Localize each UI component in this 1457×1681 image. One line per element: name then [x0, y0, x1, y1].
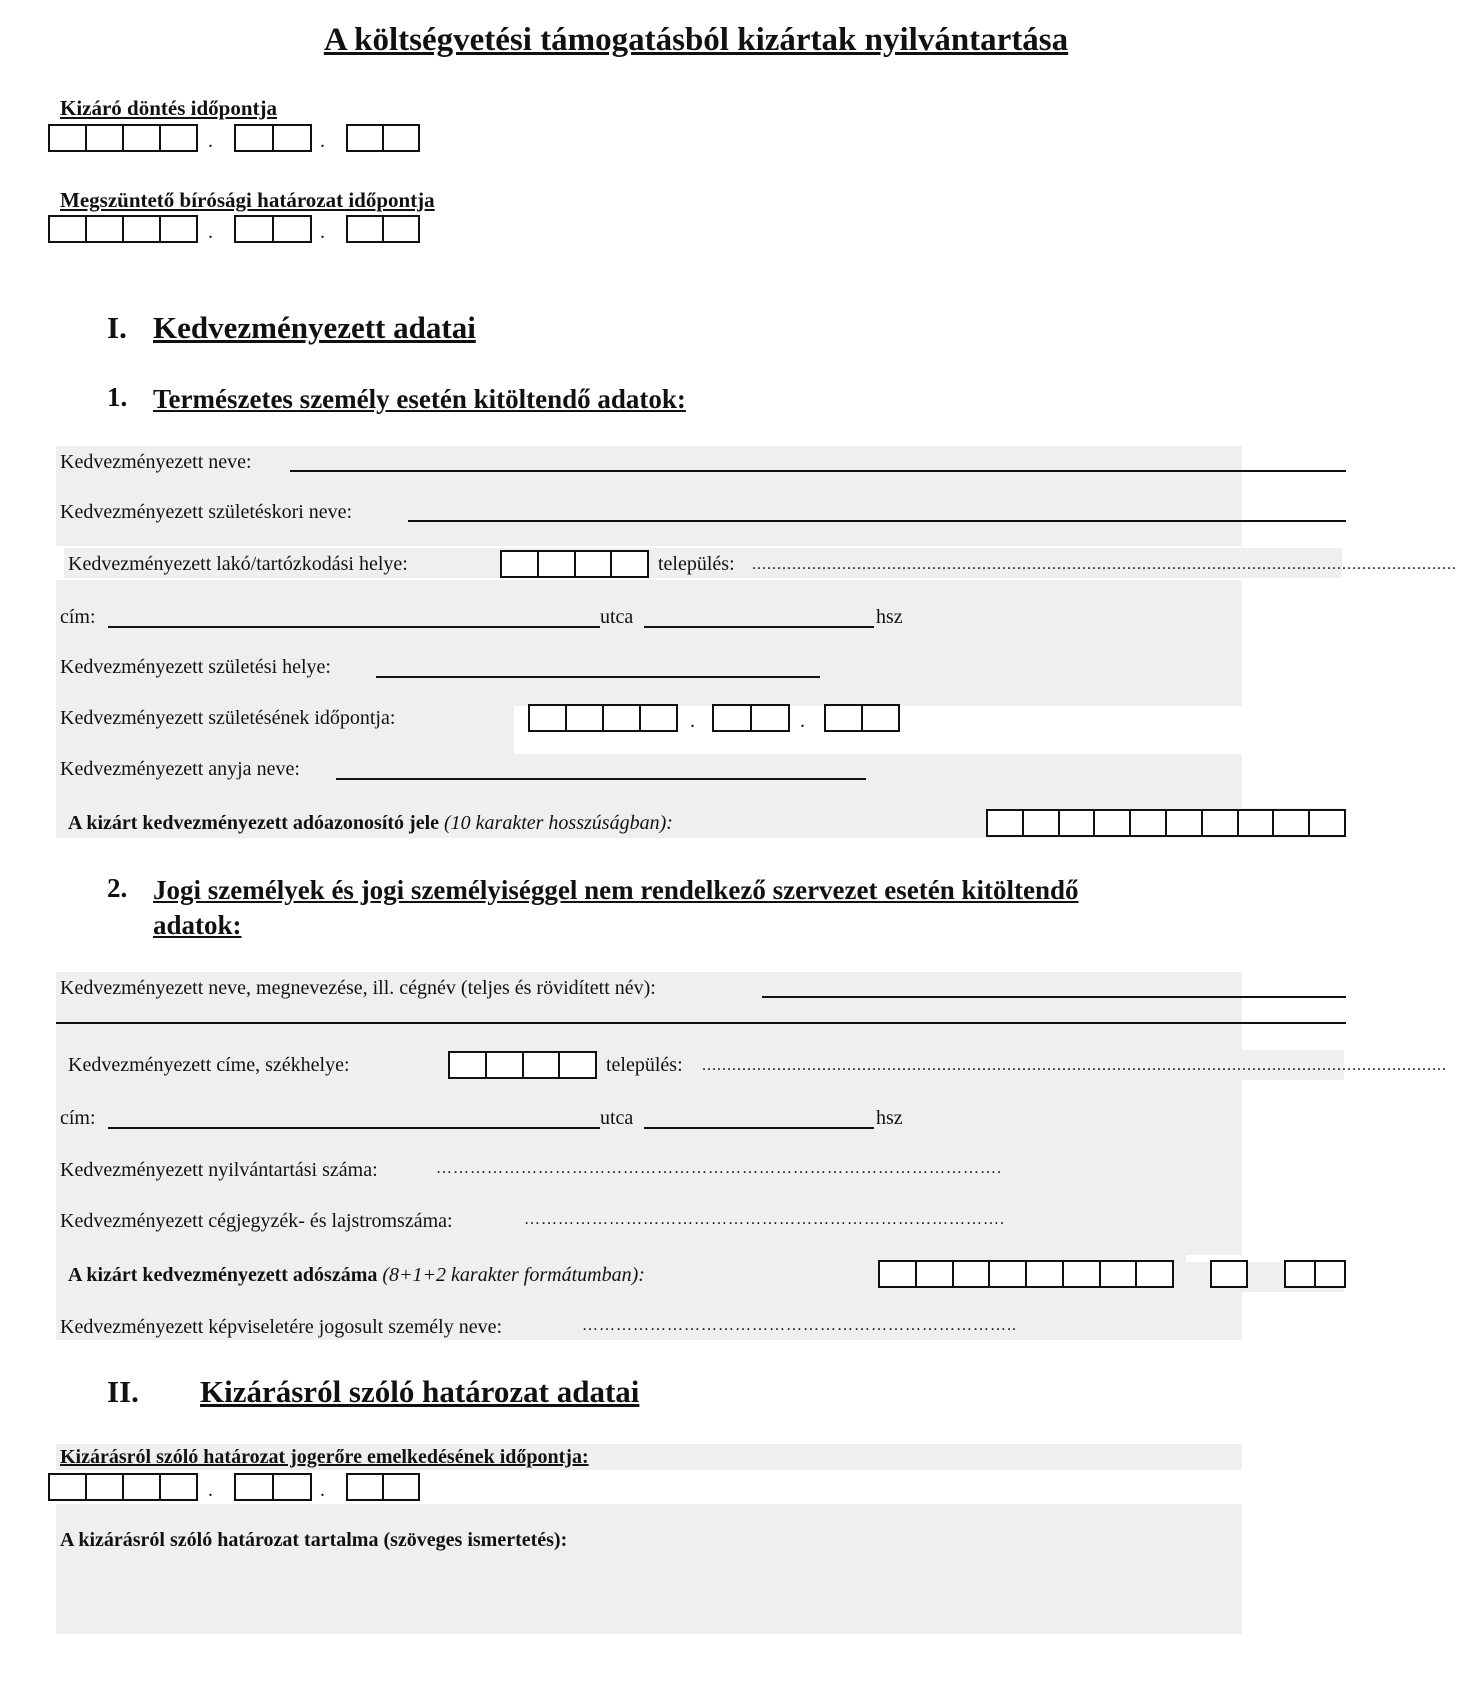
section-1-title: Kedvezményezett adatai — [153, 310, 476, 345]
entity-settlement-label: település: — [606, 1054, 683, 1076]
legal-force-date-label: Kizárásról szóló határozat jogerőre emelkedésének időpontja: — [60, 1446, 589, 1468]
representative-label: Kedvezményezett képviseletére jogosult személy neve: — [60, 1316, 503, 1338]
page-title: A költségvetési támogatásból kizártak nyilvántartása — [323, 22, 1069, 58]
month-boxes[interactable] — [234, 1473, 312, 1501]
beneficiary-name-label: Kedvezményezett neve: — [60, 451, 252, 473]
day-boxes[interactable] — [346, 124, 420, 152]
entity-settlement-dots[interactable]: ..................................................................................................................................................... — [702, 1057, 1447, 1074]
residence-label: Kedvezményezett lakó/tartózkodási helye: — [68, 553, 408, 575]
registration-number-label: Kedvezményezett nyilvántartási száma: — [60, 1159, 378, 1181]
exclusion-decision-date-field[interactable] — [48, 124, 420, 154]
month-boxes[interactable] — [234, 124, 312, 152]
birth-date-field[interactable] — [528, 704, 900, 734]
birth-name-line[interactable] — [408, 520, 1346, 522]
tax-number-vat-box[interactable] — [1210, 1260, 1248, 1288]
birth-date-label: Kedvezményezett születésének időpontja: — [60, 707, 396, 729]
subsection-1-title: Természetes személy esetén kitöltendő adatok: — [153, 384, 686, 414]
month-boxes[interactable] — [712, 704, 790, 732]
entity-street-label: utca — [600, 1107, 634, 1129]
date-separator: . — [208, 221, 213, 243]
entity-address-label: Kedvezményezett címe, székhelye: — [68, 1054, 350, 1076]
year-boxes[interactable] — [48, 124, 198, 152]
registration-number-dots[interactable]: ………………………………………………………………………………………. — [436, 1160, 1002, 1177]
date-separator: . — [690, 710, 695, 732]
mother-name-label: Kedvezményezett anyja neve: — [60, 758, 300, 780]
tax-id-boxes[interactable] — [986, 809, 1346, 837]
representative-dots[interactable]: ………………………………………………………………….. — [582, 1317, 1017, 1334]
tax-number-label: A kizárt kedvezményezett adószáma (8+1+2 karakter formátumban): — [68, 1264, 645, 1286]
entity-name-label: Kedvezményezett neve, megnevezése, ill. cégnév (teljes és rövidített név): — [60, 977, 656, 999]
entity-name-line-2[interactable] — [56, 1022, 1346, 1024]
day-boxes[interactable] — [824, 704, 900, 732]
date-separator: . — [320, 130, 325, 152]
subsection-2-title-line1: Jogi személyek és jogi személyiséggel nem rendelkező szervezet esetén kitöltendő — [153, 875, 1079, 905]
month-boxes[interactable] — [234, 215, 312, 243]
section-1-number: I. — [107, 310, 127, 345]
beneficiary-name-line[interactable] — [290, 470, 1346, 472]
residence-settlement-label: település: — [658, 553, 735, 575]
date-separator: . — [320, 1479, 325, 1501]
date-separator: . — [208, 130, 213, 152]
date-separator: . — [208, 1479, 213, 1501]
entity-address-line[interactable] — [108, 1127, 600, 1129]
decision-content-label: A kizárásról szóló határozat tartalma (szöveges ismertetés): — [60, 1529, 568, 1551]
company-register-dots[interactable]: …………………………………………………………………………. — [524, 1211, 1005, 1228]
tax-number-main-boxes[interactable] — [878, 1260, 1174, 1288]
day-boxes[interactable] — [346, 215, 420, 243]
house-number-label: hsz — [876, 606, 903, 628]
mother-name-line[interactable] — [336, 778, 866, 780]
residence-settlement-dots[interactable]: ............................................................................................................................................. — [752, 556, 1457, 573]
date-separator: . — [320, 221, 325, 243]
section-2-number: II. — [107, 1374, 139, 1409]
address-label: cím: — [60, 606, 96, 628]
date-separator: . — [800, 710, 805, 732]
entity-street-address-label: cím: — [60, 1107, 96, 1129]
street-line[interactable] — [644, 626, 874, 628]
year-boxes[interactable] — [48, 215, 198, 243]
subsection-2-number: 2. — [107, 873, 128, 903]
entity-name-line[interactable] — [762, 996, 1346, 998]
birth-place-label: Kedvezményezett születési helye: — [60, 656, 331, 678]
termination-ruling-date-label: Megszüntető bírósági határozat időpontja — [60, 188, 435, 212]
entity-street-line[interactable] — [644, 1127, 874, 1129]
company-register-label: Kedvezményezett cégjegyzék- és lajstromszáma: — [60, 1210, 453, 1232]
street-label: utca — [600, 606, 634, 628]
birth-name-label: Kedvezményezett születéskori neve: — [60, 501, 353, 523]
day-boxes[interactable] — [346, 1473, 420, 1501]
tax-number-county-boxes[interactable] — [1284, 1260, 1346, 1288]
subsection-2-title-line2: adatok: — [153, 910, 242, 940]
subsection-1-number: 1. — [107, 382, 128, 412]
residence-postcode-boxes[interactable] — [500, 550, 649, 578]
entity-postcode-boxes[interactable] — [448, 1051, 597, 1079]
entity-house-number-label: hsz — [876, 1107, 903, 1129]
legal-force-date-field[interactable] — [48, 1473, 420, 1503]
address-line[interactable] — [108, 626, 600, 628]
tax-id-label: A kizárt kedvezményezett adóazonosító jele (10 karakter hosszúságban): — [68, 812, 673, 834]
termination-ruling-date-field[interactable] — [48, 215, 420, 245]
decision-content-area[interactable] — [56, 1504, 1242, 1634]
year-boxes[interactable] — [528, 704, 678, 732]
birth-place-line[interactable] — [376, 676, 820, 678]
section-2-title: Kizárásról szóló határozat adatai — [200, 1374, 640, 1409]
exclusion-decision-date-label: Kizáró döntés időpontja — [60, 96, 278, 120]
year-boxes[interactable] — [48, 1473, 198, 1501]
